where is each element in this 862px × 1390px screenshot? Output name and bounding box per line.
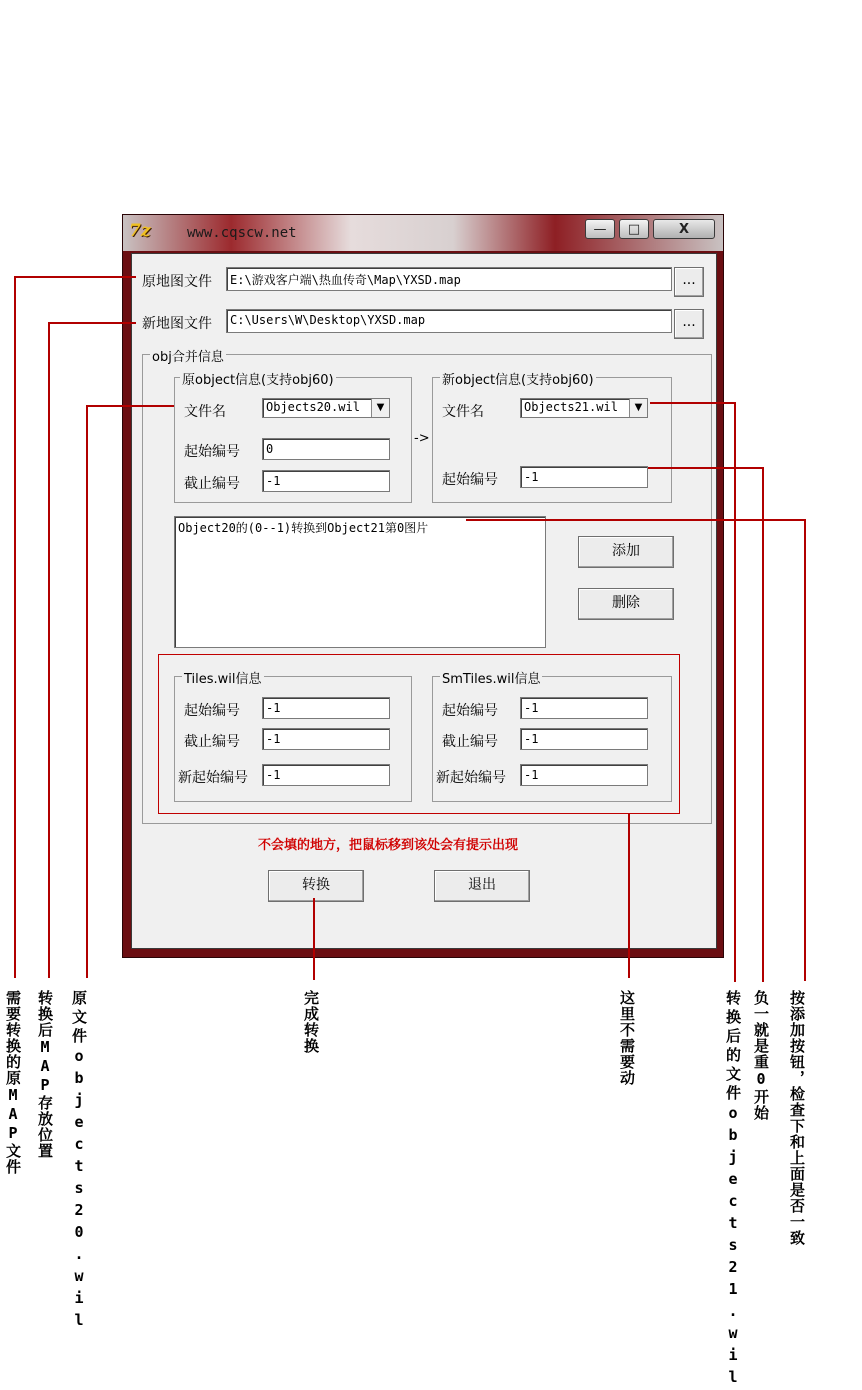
annotation-new-obj: 转换后的文件objects21.wil <box>724 990 742 1390</box>
original-start-input[interactable]: 0 <box>262 438 390 460</box>
new-start-input[interactable]: -1 <box>520 466 648 488</box>
mapping-list[interactable] <box>174 516 546 648</box>
annotation-convert: 完成转换 <box>302 990 320 1054</box>
annotation-line <box>48 322 50 978</box>
annotation-line <box>86 405 88 978</box>
tiles-newstart-label: 新起始编号 <box>178 770 248 786</box>
app-logo-icon: 7z <box>129 221 151 241</box>
smtiles-start-label: 起始编号 <box>442 703 498 719</box>
target-map-browse-button[interactable]: ... <box>674 309 704 339</box>
target-map-input[interactable]: C:\Users\W\Desktop\YXSD.map <box>226 309 672 333</box>
new-file-value: Objects21.wil <box>524 400 618 414</box>
annotation-add: 按添加按钮，检查下和上面是否一致 <box>788 990 806 1246</box>
source-map-input[interactable]: E:\游戏客户端\热血传奇\Map\YXSD.map <box>226 267 672 291</box>
new-file-select[interactable] <box>520 398 648 418</box>
exit-button[interactable]: 退出 <box>434 870 530 902</box>
annotation-line <box>648 467 764 469</box>
annotation-line <box>762 467 764 982</box>
original-object-group-title: 原object信息(支持obj60) <box>180 369 336 388</box>
tiles-start-input[interactable]: -1 <box>262 697 390 719</box>
smtiles-start-input[interactable]: -1 <box>520 697 648 719</box>
annotation-line <box>734 402 736 982</box>
title-bar[interactable] <box>123 215 723 251</box>
maximize-button[interactable]: □ <box>619 219 649 239</box>
close-button[interactable]: X <box>653 219 715 239</box>
window-title: www.cqscw.net <box>187 225 297 241</box>
annotation-line <box>650 402 736 404</box>
annotation-tiles: 这里不需要动 <box>618 990 636 1086</box>
source-map-browse-button[interactable]: ... <box>674 267 704 297</box>
annotation-line <box>14 276 136 278</box>
annotation-line <box>313 898 315 980</box>
list-item[interactable]: Object20的(0--1)转换到Object21第0图片 <box>178 521 429 535</box>
tiles-start-label: 起始编号 <box>184 703 240 719</box>
convert-button[interactable]: 转换 <box>268 870 364 902</box>
tiles-newstart-input[interactable]: -1 <box>262 764 390 786</box>
annotation-line <box>804 519 806 981</box>
new-start-label: 起始编号 <box>442 472 498 488</box>
annotation-line <box>14 276 16 978</box>
hint-text: 不会填的地方，把鼠标移到该处会有提示出现 <box>258 838 519 853</box>
annotation-source-map: 需要转换的原MAP文件 <box>4 990 22 1175</box>
chevron-down-icon[interactable]: ▼ <box>629 399 647 417</box>
target-map-label: 新地图文件 <box>142 316 212 332</box>
new-object-group-title: 新object信息(支持obj60) <box>440 369 596 388</box>
add-button[interactable]: 添加 <box>578 536 674 568</box>
delete-button[interactable]: 删除 <box>578 588 674 620</box>
minimize-button[interactable]: — <box>585 219 615 239</box>
smtiles-newstart-label: 新起始编号 <box>436 770 506 786</box>
original-start-label: 起始编号 <box>184 444 240 460</box>
chevron-down-icon[interactable]: ▼ <box>371 399 389 417</box>
annotation-start-num: 负一就是重0开始 <box>752 990 770 1121</box>
original-end-label: 截止编号 <box>184 476 240 492</box>
original-file-value: Objects20.wil <box>266 400 360 414</box>
original-file-select[interactable] <box>262 398 390 418</box>
annotation-target-map: 转换后MAP存放位置 <box>36 990 54 1159</box>
obj-merge-group-title: obj合并信息 <box>150 346 226 365</box>
mapping-arrow: -> <box>414 431 430 446</box>
smtiles-group-title: SmTiles.wil信息 <box>440 668 542 687</box>
original-end-input[interactable]: -1 <box>262 470 390 492</box>
annotation-source-obj: 原文件objects20.wil <box>70 990 88 1333</box>
tiles-end-input[interactable]: -1 <box>262 728 390 750</box>
annotation-line <box>628 814 630 978</box>
smtiles-end-label: 截止编号 <box>442 734 498 750</box>
smtiles-newstart-input[interactable]: -1 <box>520 764 648 786</box>
new-file-label: 文件名 <box>442 404 484 420</box>
smtiles-end-input[interactable]: -1 <box>520 728 648 750</box>
annotation-line <box>466 519 806 521</box>
annotation-line <box>48 322 136 324</box>
annotation-line <box>86 405 174 407</box>
tiles-end-label: 截止编号 <box>184 734 240 750</box>
tiles-group-title: Tiles.wil信息 <box>182 668 264 687</box>
original-file-label: 文件名 <box>184 404 226 420</box>
source-map-label: 原地图文件 <box>142 274 212 290</box>
app-window <box>122 214 724 958</box>
